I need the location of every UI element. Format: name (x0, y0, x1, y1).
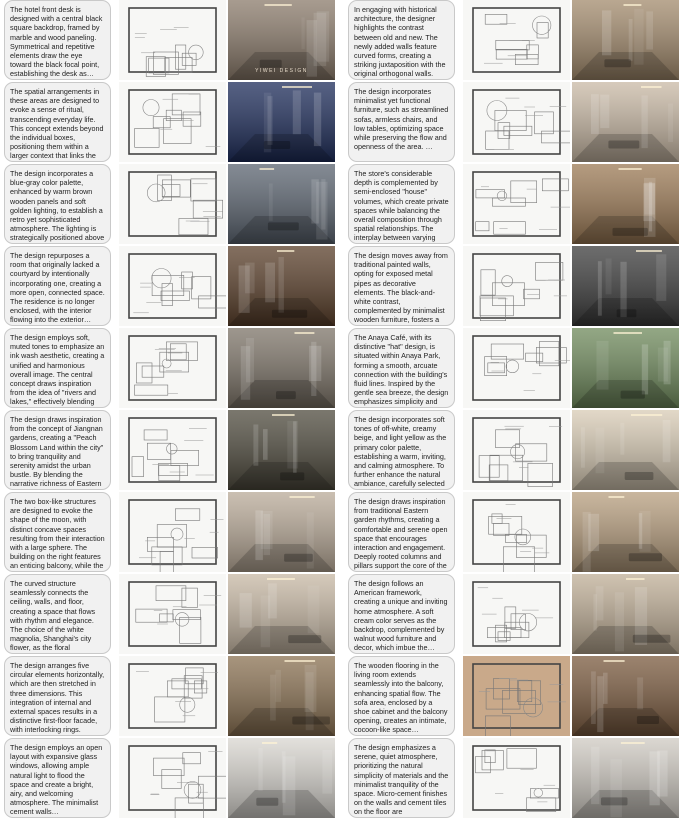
floor-plan-thumbnail[interactable] (463, 492, 570, 572)
interior-photo-thumbnail[interactable] (572, 738, 679, 818)
floor-plan-thumbnail[interactable] (463, 410, 570, 490)
interior-photo-thumbnail[interactable] (572, 656, 679, 736)
floor-plan-thumbnail[interactable] (119, 328, 226, 408)
interior-photo-thumbnail[interactable] (228, 738, 335, 818)
project-description-card[interactable]: The design employs an open layout with expansive glass windows, allowing ample natural light to flood the space and create a bright, airy, and welcoming atmosphere. The minimalist cement walls… (4, 738, 111, 818)
project-description-card[interactable]: The design follows an American framework, creating a unique and inviting home atmosphere. A soft cream color serves as the backdrop, complemented by walnut wood furniture and decor, which imbue the… (348, 574, 455, 654)
photo-watermark: YIWEI DESIGN (255, 68, 308, 74)
project-row (344, 738, 688, 818)
project-row (344, 246, 688, 326)
project-row (344, 82, 688, 162)
project-description-card[interactable]: The design emphasizes a serene, quiet atmosphere, prioritizing the natural simplicity of materials and the minimalist tranquility of the space. Micro-cement finishes on the walls and cement tiles on the floor are (348, 738, 455, 818)
project-row (0, 738, 344, 818)
interior-photo-thumbnail[interactable] (228, 82, 335, 162)
floor-plan-thumbnail[interactable] (119, 410, 226, 490)
floor-plan-thumbnail[interactable] (119, 574, 226, 654)
project-description-card[interactable]: The design draws inspiration from traditional Eastern garden rhythms, creating a comfortable and serene open space that encourages interaction and engagement. Deeply rooted columns and pillars support the core of the (348, 492, 455, 572)
floor-plan-thumbnail[interactable] (463, 738, 570, 818)
floor-plan-thumbnail[interactable] (119, 492, 226, 572)
project-description-card[interactable]: The spatial arrangements in these areas are designed to evoke a sense of ritual, transcending everyday life. This concept extends beyond the individual boxes, positioning them within a larger context that links the (4, 82, 111, 162)
project-description-card[interactable]: The curved structure seamlessly connects the ceiling, walls, and floor, creating a space that flows with rhythm and elegance. The choice of the white magnolia, Shanghai's city flower, as the floral (4, 574, 111, 654)
interior-photo-thumbnail[interactable] (228, 410, 335, 490)
floor-plan-thumbnail[interactable] (119, 656, 226, 736)
interior-photo-thumbnail[interactable] (572, 574, 679, 654)
project-row (0, 574, 344, 654)
project-description-card[interactable]: The design moves away from traditional painted walls, opting for exposed metal pipes as decorative elements. The black-and-white contrast, complemented by minimalist wooden furniture, fosters a (348, 246, 455, 326)
project-row (0, 328, 344, 408)
interior-photo-thumbnail[interactable] (228, 574, 335, 654)
project-description-card[interactable]: The design draws inspiration from the concept of Jiangnan gardens, creating a "Peach Blossom Land within the city" to bring tranquility and serenity amidst the urban bustle. By blending the narrative richness of Eastern (4, 410, 111, 490)
project-row (344, 0, 688, 80)
floor-plan-thumbnail[interactable] (119, 0, 226, 80)
project-description-card[interactable]: In engaging with historical architecture, the designer highlights the contrast between old and new. The newly added walls feature curved forms, creating a striking juxtaposition with the original orthogonal walls. (348, 0, 455, 80)
project-description-card[interactable]: The two box-like structures are designed to evoke the shape of the moon, with distinct concave spaces resulting from their interaction with a large sphere. The building on the right features an enticing balcony, while the (4, 492, 111, 572)
project-description-card[interactable]: The hotel front desk is designed with a central black square backdrop, framed by marble and wood paneling. Symmetrical and repetitive elements draw the eye toward the black focal point, establishing the desk as… (4, 0, 111, 80)
floor-plan-thumbnail[interactable] (119, 246, 226, 326)
floor-plan-thumbnail[interactable] (463, 0, 570, 80)
floor-plan-thumbnail[interactable] (463, 164, 570, 244)
project-description-card[interactable]: The design employs soft, muted tones to emphasize an ink wash aesthetic, creating a unified and harmonious overall image. The central concept draws inspiration from the idea of "rivers and lakes," effectively blending (4, 328, 111, 408)
interior-photo-thumbnail[interactable] (228, 328, 335, 408)
project-row (344, 574, 688, 654)
project-row (0, 492, 344, 572)
interior-photo-thumbnail[interactable] (572, 492, 679, 572)
project-row (344, 164, 688, 244)
project-row (0, 0, 344, 80)
project-row (344, 410, 688, 490)
floor-plan-thumbnail[interactable] (119, 738, 226, 818)
floor-plan-thumbnail[interactable] (463, 656, 570, 736)
floor-plan-thumbnail[interactable] (463, 574, 570, 654)
floor-plan-thumbnail[interactable] (119, 164, 226, 244)
project-description-card[interactable]: The design incorporates minimalist yet functional furniture, such as streamlined sofas, armless chairs, and low tables, optimizing space while preserving the flow and openness of the area. … (348, 82, 455, 162)
project-description-card[interactable]: The wooden flooring in the living room extends seamlessly into the balcony, enhancing spatial flow. The sofa area, enclosed by a shoe cabinet and the balcony opening, creates an intimate, cocoon-like space… (348, 656, 455, 736)
project-description-card[interactable]: The design incorporates soft tones of off-white, creamy beige, and light yellow as the primary color palette, establishing a warm, inviting, and calming atmosphere. To further enhance the natural ambiance, carefully selected (348, 410, 455, 490)
project-row (0, 656, 344, 736)
project-row (344, 492, 688, 572)
project-row (0, 410, 344, 490)
project-row (344, 328, 688, 408)
interior-photo-thumbnail[interactable] (572, 246, 679, 326)
interior-photo-thumbnail[interactable] (572, 410, 679, 490)
interior-photo-thumbnail[interactable] (228, 656, 335, 736)
interior-photo-thumbnail[interactable] (572, 0, 679, 80)
project-row (0, 82, 344, 162)
interior-photo-thumbnail[interactable] (228, 246, 335, 326)
project-description-card[interactable]: The Anaya Café, with its distinctive "hat" design, is situated within Anaya Park, forming a smooth, arcuate connection with the building's fluid lines. Inspired by the gentle sea breeze, the design emphasizes simplicity and (348, 328, 455, 408)
interior-photo-thumbnail[interactable] (572, 164, 679, 244)
interior-photo-thumbnail[interactable] (228, 0, 335, 80)
interior-photo-thumbnail[interactable] (572, 328, 679, 408)
project-row (0, 246, 344, 326)
project-row (344, 656, 688, 736)
project-description-card[interactable]: The design incorporates a blue-gray color palette, enhanced by warm brown wooden panels and soft golden lighting, to establish a retro yet sophisticated atmosphere. The lighting is strategically positioned above (4, 164, 111, 244)
project-row (0, 164, 344, 244)
interior-photo-thumbnail[interactable] (228, 492, 335, 572)
floor-plan-thumbnail[interactable] (463, 82, 570, 162)
interior-photo-thumbnail[interactable] (572, 82, 679, 162)
project-description-card[interactable]: The design arranges five circular elements horizontally, which are then stretched in three dimensions. This integration of internal and external spaces results in a distinctive first-floor facade, with interlocking rings. (4, 656, 111, 736)
project-description-card[interactable]: The design repurposes a room that originally lacked a courtyard by intentionally incorporating one, creating a more open, connected space. The residence is no longer enclosed, with the interior flowing into the exterior… (4, 246, 111, 326)
floor-plan-thumbnail[interactable] (463, 246, 570, 326)
right-column (344, 0, 688, 828)
interior-photo-thumbnail[interactable] (228, 164, 335, 244)
floor-plan-thumbnail[interactable] (463, 328, 570, 408)
project-description-card[interactable]: The store's considerable depth is complemented by semi-enclosed "house" volumes, which create private spaces while balancing the overall composition through spatial relationships. The interplay between varying (348, 164, 455, 244)
floor-plan-thumbnail[interactable] (119, 82, 226, 162)
